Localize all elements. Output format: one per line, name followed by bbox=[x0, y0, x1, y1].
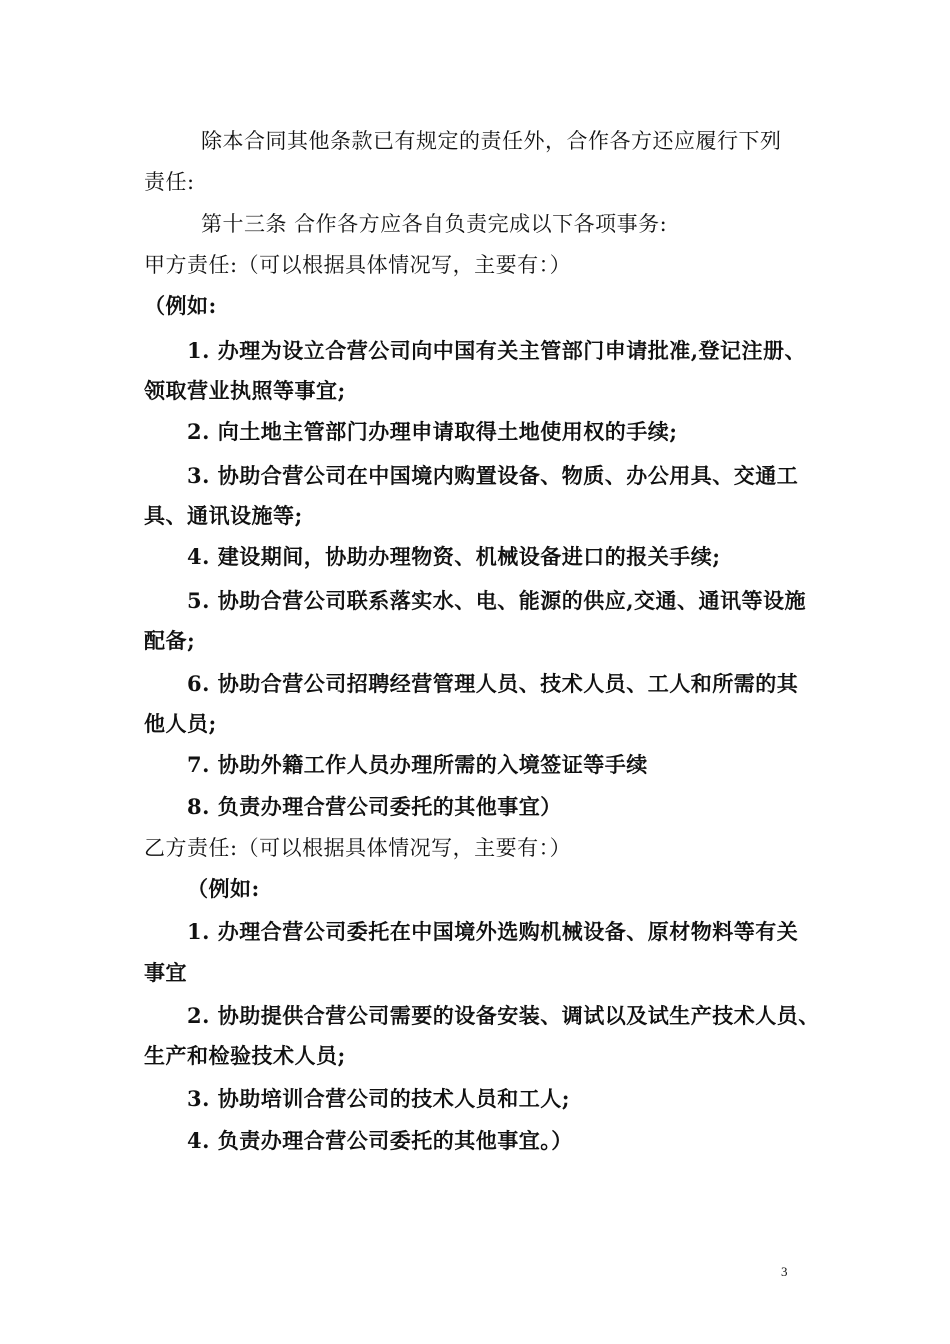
list-item: 3. 协助合营公司在中国境内购置设备、物质、办公用具、交通工 bbox=[187, 463, 799, 488]
list-item-continuation: 具、通讯设施等; bbox=[144, 503, 303, 528]
article-heading: 第十三条 合作各方应各自负责完成以下各项事务: bbox=[201, 212, 668, 236]
list-item: 6. 协助合营公司招聘经营管理人员、技术人员、工人和所需的其 bbox=[187, 671, 799, 696]
list-item: 4. 建设期间，协助办理物资、机械设备进口的报关手续; bbox=[187, 544, 721, 569]
list-item-continuation: 生产和检验技术人员; bbox=[144, 1043, 346, 1068]
list-item: 1. 办理合营公司委托在中国境外选购机械设备、原材物料等有关 bbox=[187, 919, 799, 944]
list-item-continuation: 领取营业执照等事宜; bbox=[144, 378, 346, 403]
party-b-heading: 乙方责任:（可以根据具体情况写，主要有：） bbox=[144, 836, 572, 860]
example-label: （例如: bbox=[187, 876, 260, 901]
paragraph-line: 责任: bbox=[144, 170, 195, 194]
page-number: 3 bbox=[781, 1264, 788, 1279]
list-item-continuation: 他人员; bbox=[144, 711, 217, 736]
list-item: 1. 办理为设立合营公司向中国有关主管部门申请批准,登记注册、 bbox=[187, 338, 807, 363]
list-item-continuation: 配备; bbox=[144, 628, 196, 653]
list-item: 5. 协助合营公司联系落实水、电、能源的供应,交通、通讯等设施 bbox=[187, 588, 807, 613]
paragraph-line: 除本合同其他条款已有规定的责任外，合作各方还应履行下列 bbox=[201, 129, 782, 153]
list-item-continuation: 事宜 bbox=[144, 960, 187, 985]
list-item: 2. 向土地主管部门办理申请取得土地使用权的手续; bbox=[187, 419, 678, 444]
list-item: 4. 负责办理合营公司委托的其他事宜。） bbox=[187, 1128, 573, 1153]
list-item: 2. 协助提供合营公司需要的设备安装、调试以及试生产技术人员、 bbox=[187, 1003, 820, 1028]
example-label: （例如: bbox=[144, 293, 217, 318]
party-a-heading: 甲方责任:（可以根据具体情况写，主要有：） bbox=[144, 253, 572, 277]
list-item: 3. 协助培训合营公司的技术人员和工人; bbox=[187, 1086, 570, 1111]
list-item: 7. 协助外籍工作人员办理所需的入境签证等手续 bbox=[187, 752, 648, 777]
list-item: 8. 负责办理合营公司委托的其他事宜） bbox=[187, 794, 562, 819]
